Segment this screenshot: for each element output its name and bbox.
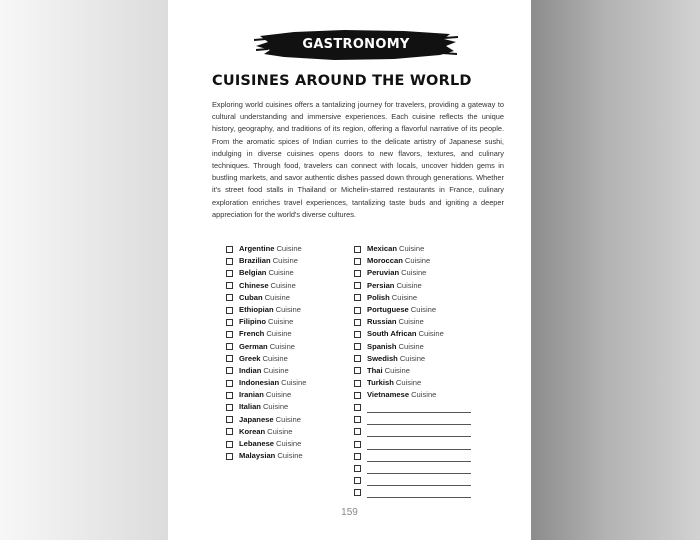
checkbox[interactable] bbox=[226, 380, 233, 387]
checkbox[interactable] bbox=[354, 453, 361, 460]
write-in-line[interactable] bbox=[367, 417, 471, 425]
page-number: 159 bbox=[341, 507, 358, 518]
checkbox[interactable] bbox=[226, 367, 233, 374]
cuisine-suffix: Cuisine bbox=[395, 378, 422, 388]
cuisine-name: Thai bbox=[367, 365, 383, 375]
write-in-line[interactable] bbox=[367, 466, 471, 474]
cuisine-suffix: Cuisine bbox=[264, 292, 290, 302]
checklist-item bbox=[354, 316, 484, 328]
checkbox[interactable] bbox=[354, 294, 361, 301]
checklist-item bbox=[354, 328, 484, 340]
cuisine-suffix: Cuisine bbox=[276, 439, 302, 448]
cuisine-suffix: Cuisine bbox=[272, 256, 298, 266]
cuisine-name: Malaysian bbox=[239, 451, 276, 461]
cuisine-suffix: Cuisine bbox=[418, 329, 444, 339]
section-label: GASTRONOMY bbox=[302, 37, 410, 52]
write-in-line[interactable] bbox=[367, 405, 471, 413]
checkbox[interactable] bbox=[354, 258, 361, 265]
cuisine-name: Turkish bbox=[367, 378, 394, 388]
cuisine-name: Russian bbox=[367, 317, 397, 327]
cuisine-name: Peruvian bbox=[367, 268, 400, 278]
cuisine-name: Ethiopian bbox=[239, 304, 274, 314]
write-in-line[interactable] bbox=[367, 454, 471, 462]
cuisine-name: Polish bbox=[367, 292, 390, 302]
cuisine-suffix: Cuisine bbox=[384, 365, 410, 375]
checklist-item bbox=[226, 353, 350, 365]
cuisine-suffix: Cuisine bbox=[276, 244, 302, 253]
cuisine-suffix: Cuisine bbox=[398, 244, 425, 253]
cuisine-list-right bbox=[354, 243, 484, 499]
checklist-item bbox=[354, 365, 484, 377]
cuisine-suffix: Cuisine bbox=[269, 341, 296, 351]
checkbox[interactable] bbox=[226, 416, 233, 423]
cuisine-name: Swedish bbox=[367, 353, 398, 363]
checkbox[interactable] bbox=[354, 441, 361, 448]
checkbox[interactable] bbox=[226, 294, 233, 301]
checkbox[interactable] bbox=[354, 380, 361, 387]
checklist-item bbox=[354, 341, 484, 353]
checklist-item bbox=[226, 316, 350, 328]
cuisine-name: Iranian bbox=[239, 390, 264, 400]
cuisine-suffix: Cuisine bbox=[401, 268, 427, 278]
cuisine-suffix: Cuisine bbox=[411, 390, 437, 400]
checkbox[interactable] bbox=[226, 392, 233, 399]
blank-checklist-item bbox=[354, 438, 484, 450]
checklist-item bbox=[226, 304, 350, 316]
cuisine-suffix: Cuisine bbox=[275, 414, 301, 424]
cuisine-name: South African bbox=[367, 329, 417, 339]
cuisine-suffix: Cuisine bbox=[396, 280, 422, 290]
cuisine-suffix: Cuisine bbox=[266, 329, 292, 339]
cuisine-name: Spanish bbox=[367, 341, 397, 351]
checkbox[interactable] bbox=[226, 441, 233, 448]
write-in-line[interactable] bbox=[367, 490, 471, 498]
cuisine-name: Indian bbox=[239, 365, 262, 375]
cuisine-name: Portuguese bbox=[367, 304, 409, 314]
checkbox[interactable] bbox=[354, 404, 361, 411]
checklist-item bbox=[354, 267, 484, 279]
cuisine-name: Cuban bbox=[239, 292, 263, 302]
checklist-item bbox=[226, 426, 350, 438]
cuisine-suffix: Cuisine bbox=[410, 304, 437, 314]
checkbox[interactable] bbox=[226, 246, 233, 253]
checkbox[interactable] bbox=[354, 465, 361, 472]
cuisine-suffix: Cuisine bbox=[281, 378, 307, 388]
section-banner bbox=[254, 26, 458, 64]
checkbox[interactable] bbox=[226, 355, 233, 362]
cuisine-suffix: Cuisine bbox=[398, 317, 424, 327]
blank-checklist-item bbox=[354, 414, 484, 426]
checklist-item bbox=[226, 450, 350, 462]
checklist-item bbox=[226, 414, 350, 426]
checklist-item bbox=[226, 292, 350, 304]
checkbox[interactable] bbox=[226, 282, 233, 289]
checklist-item bbox=[354, 389, 484, 401]
cuisine-name: Brazilian bbox=[239, 256, 271, 266]
checkbox[interactable] bbox=[354, 489, 361, 496]
checklist-item bbox=[226, 438, 350, 450]
cuisine-suffix: Cuisine bbox=[268, 317, 294, 327]
cuisine-suffix: Cuisine bbox=[265, 390, 292, 400]
checkbox[interactable] bbox=[226, 331, 233, 338]
checklist-item bbox=[354, 243, 484, 255]
cuisine-suffix: Cuisine bbox=[399, 353, 426, 363]
intro-paragraph: Exploring world cuisines offers a tantalizing journey for travelers, providing a gateway to cultural understanding and immersive experiences. Each cuisine reflects the unique history, geography, and traditions of its region, offering a flavorful narrative of its people. From the aromatic spices of Indian curries to the delicate artistry of Japanese sushi, indulging in diverse cuisines opens doors to new flavors, textures, and culinary techniques. Through food, travelers can connect with locals, uncover hidden gems in bustling markets, and savor authentic dishes passed down through generations. Whether it's street food stalls in Thailand or Michelin-starred restaurants in France, culinary exploration enriches travel experiences, tantalizing taste buds and igniting a deeper appreciation for the world's diverse cultures. bbox=[212, 100, 504, 219]
cuisine-name: Italian bbox=[239, 402, 261, 412]
cuisine-suffix: Cuisine bbox=[404, 256, 431, 266]
checkbox[interactable] bbox=[354, 367, 361, 374]
cuisine-name: French bbox=[239, 329, 265, 339]
checkbox[interactable] bbox=[354, 392, 361, 399]
blank-checklist-item bbox=[354, 462, 484, 474]
checkbox[interactable] bbox=[354, 428, 361, 435]
checkbox[interactable] bbox=[354, 319, 361, 326]
write-in-line[interactable] bbox=[367, 429, 471, 437]
checkbox[interactable] bbox=[354, 343, 361, 350]
checkbox[interactable] bbox=[226, 404, 233, 411]
page-title: CUISINES AROUND THE WORLD bbox=[212, 73, 472, 89]
cuisine-list-left bbox=[226, 243, 350, 462]
checkbox[interactable] bbox=[354, 307, 361, 314]
checklist-item bbox=[354, 377, 484, 389]
cuisine-name: Persian bbox=[367, 280, 395, 290]
checklist-item bbox=[226, 255, 350, 267]
cuisine-suffix: Cuisine bbox=[270, 280, 296, 290]
checkbox[interactable] bbox=[226, 270, 233, 277]
cuisine-name: Lebanese bbox=[239, 439, 275, 448]
cuisine-name: Chinese bbox=[239, 280, 269, 290]
cuisine-name: Argentine bbox=[239, 244, 275, 253]
cuisine-name: Japanese bbox=[239, 414, 274, 424]
write-in-line[interactable] bbox=[367, 442, 471, 450]
checkbox[interactable] bbox=[226, 307, 233, 314]
cuisine-suffix: Cuisine bbox=[275, 304, 301, 314]
checkbox[interactable] bbox=[354, 477, 361, 484]
checklist-item bbox=[226, 377, 350, 389]
cuisine-suffix: Cuisine bbox=[267, 426, 293, 436]
checklist-item bbox=[354, 292, 484, 304]
cuisine-name: Moroccan bbox=[367, 256, 403, 266]
checklist-item bbox=[354, 304, 484, 316]
cuisine-name: Indonesian bbox=[239, 378, 280, 388]
checklist-item bbox=[354, 255, 484, 267]
checklist-item bbox=[226, 328, 350, 340]
cuisine-name: Vietnamese bbox=[367, 390, 410, 400]
blank-checklist-item bbox=[354, 426, 484, 438]
checkbox[interactable] bbox=[354, 331, 361, 338]
checkbox[interactable] bbox=[354, 416, 361, 423]
cuisine-name: Greek bbox=[239, 353, 261, 363]
checkbox[interactable] bbox=[226, 453, 233, 460]
cuisine-name: German bbox=[239, 341, 268, 351]
checkbox[interactable] bbox=[226, 258, 233, 265]
cuisine-suffix: Cuisine bbox=[277, 451, 303, 461]
checkbox[interactable] bbox=[354, 355, 361, 362]
cuisine-suffix: Cuisine bbox=[391, 292, 418, 302]
checklist-item bbox=[226, 267, 350, 279]
checklist-item bbox=[226, 280, 350, 292]
blank-checklist-item bbox=[354, 487, 484, 499]
checkbox[interactable] bbox=[354, 270, 361, 277]
cuisine-name: Mexican bbox=[367, 244, 397, 253]
write-in-line[interactable] bbox=[367, 478, 471, 486]
checklist-item bbox=[226, 243, 350, 255]
book-page bbox=[168, 0, 531, 540]
cuisine-suffix: Cuisine bbox=[262, 402, 289, 412]
checklist-item bbox=[226, 365, 350, 377]
checkbox[interactable] bbox=[354, 246, 361, 253]
checkbox[interactable] bbox=[226, 343, 233, 350]
checklist-item bbox=[226, 341, 350, 353]
cuisine-suffix: Cuisine bbox=[263, 365, 289, 375]
checklist-item bbox=[354, 353, 484, 365]
checkbox[interactable] bbox=[226, 428, 233, 435]
cuisine-suffix: Cuisine bbox=[268, 268, 294, 278]
cuisine-name: Korean bbox=[239, 426, 266, 436]
right-background bbox=[531, 0, 700, 540]
checklist-item bbox=[226, 401, 350, 413]
checklist-item bbox=[226, 389, 350, 401]
checkbox[interactable] bbox=[226, 319, 233, 326]
cuisine-name: Belgian bbox=[239, 268, 267, 278]
left-background bbox=[0, 0, 168, 540]
checkbox[interactable] bbox=[354, 282, 361, 289]
checklist-item bbox=[354, 280, 484, 292]
cuisine-name: Filipino bbox=[239, 317, 266, 327]
cuisine-suffix: Cuisine bbox=[262, 353, 288, 363]
blank-checklist-item bbox=[354, 475, 484, 487]
blank-checklist-item bbox=[354, 450, 484, 462]
cuisine-suffix: Cuisine bbox=[398, 341, 424, 351]
blank-checklist-item bbox=[354, 401, 484, 413]
